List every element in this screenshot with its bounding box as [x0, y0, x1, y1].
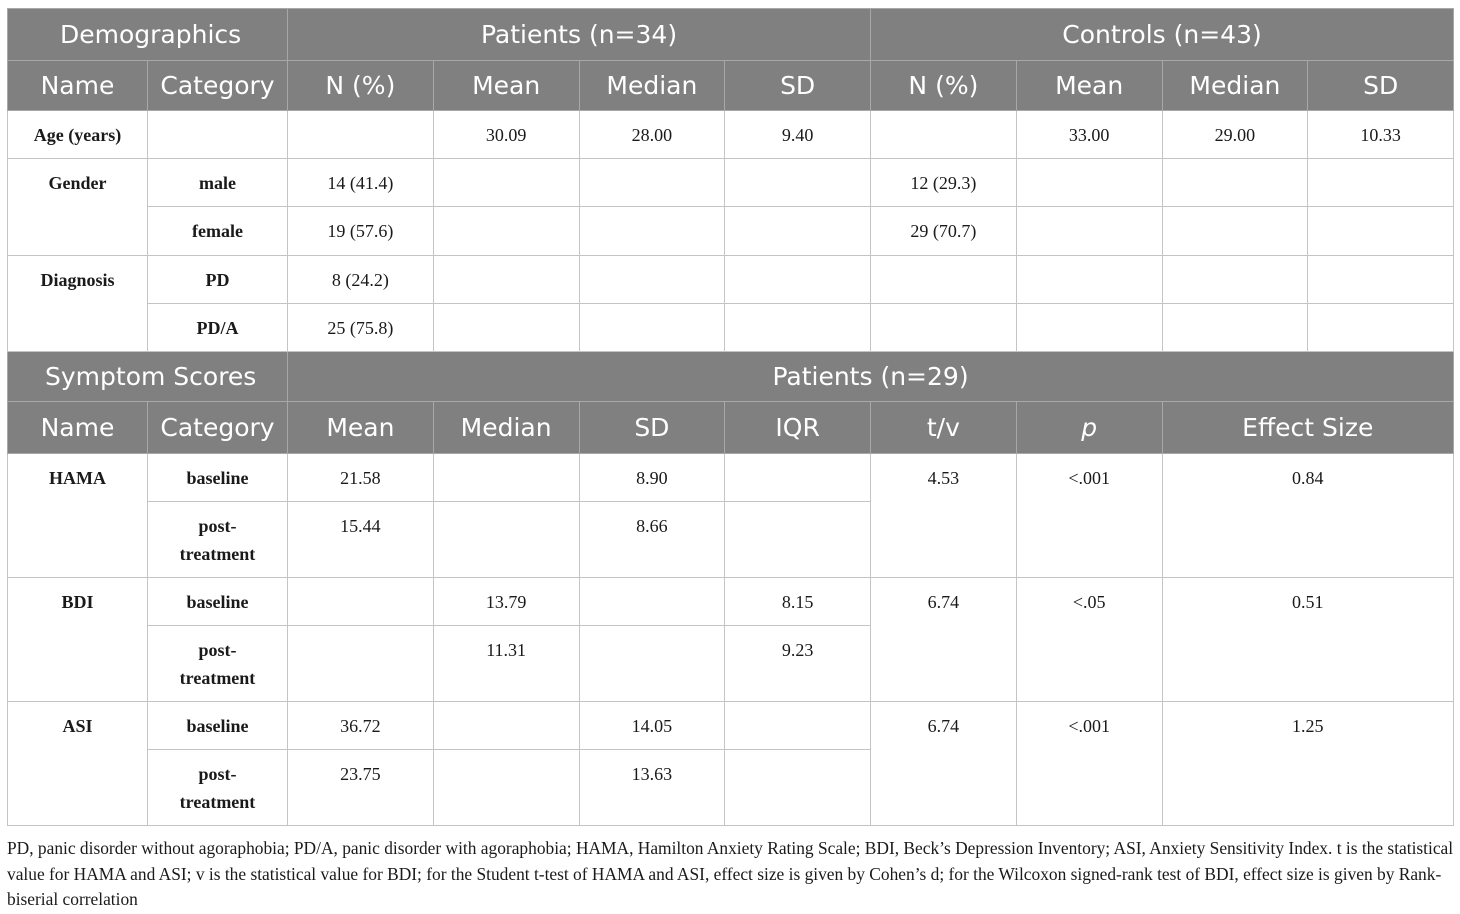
table-cell — [725, 702, 871, 750]
demographics-column-header-row — [8, 61, 1454, 111]
table-cell: 9.40 — [725, 111, 871, 159]
table-cell: 13.63 — [579, 750, 725, 826]
table-cell: 8.66 — [579, 502, 725, 578]
symptoms-section-label: Symptom Scores — [8, 352, 288, 402]
table-cell — [579, 256, 725, 304]
row-name-bdi: BDI — [8, 578, 148, 702]
row-name-asi: ASI — [8, 702, 148, 826]
table-cell — [288, 578, 434, 626]
table-cell: <.001 — [1016, 454, 1162, 578]
row-name-gender: Gender — [8, 159, 148, 256]
table-row-gender-female — [8, 207, 1454, 256]
table-cell: 15.44 — [288, 502, 434, 578]
table-cell — [725, 454, 871, 502]
table-cell — [579, 207, 725, 256]
category-baseline: baseline — [148, 454, 288, 502]
row-name-diagnosis: Diagnosis — [8, 256, 148, 352]
table-cell — [725, 502, 871, 578]
table-footnote: PD, panic disorder without agoraphobia; PD/A, panic disorder with agoraphobia; HAMA, Hamilton Anxiety Rating Scale; BDI, Beck’s Depression Inventory; ASI, Anxiety Sensitivity Index. t is the statistical value for HAMA and ASI; v is the statistical value for BDI; for the Student t-test of HAMA and ASI, effect size is given by Cohen’s d; for the Wilcoxon signed-rank test of BDI, effect size is given by Rank-biserial correlation — [7, 838, 1454, 909]
table-cell: 13.79 — [433, 578, 579, 626]
table-cell — [1162, 304, 1308, 352]
table-cell — [1308, 207, 1454, 256]
table-cell — [433, 702, 579, 750]
table-cell — [579, 304, 725, 352]
column-header: Effect Size — [1162, 402, 1454, 454]
table-cell — [725, 256, 871, 304]
column-header: N (%) — [288, 61, 434, 111]
column-header: SD — [579, 402, 725, 454]
treatment-label: treatment — [179, 792, 256, 812]
table-cell: 8 (24.2) — [288, 256, 434, 304]
column-header: Name — [8, 402, 148, 454]
results-table-container — [7, 8, 1453, 826]
column-header: Name — [8, 61, 148, 111]
table-cell: 28.00 — [579, 111, 725, 159]
table-cell — [1308, 304, 1454, 352]
table-cell: 8.90 — [579, 454, 725, 502]
table-row-diagnosis-pd — [8, 256, 1454, 304]
treatment-label: treatment — [179, 544, 256, 564]
table-cell — [288, 111, 434, 159]
demographics-group-header-row — [8, 9, 1454, 61]
category-pd: PD — [148, 256, 288, 304]
table-cell: 6.74 — [871, 578, 1017, 702]
table-cell — [433, 159, 579, 207]
table-cell: 33.00 — [1016, 111, 1162, 159]
table-cell: 10.33 — [1308, 111, 1454, 159]
column-header: p — [1016, 402, 1162, 454]
post-label: post- — [198, 640, 237, 660]
row-name-age: Age (years) — [8, 111, 148, 159]
table-cell: 6.74 — [871, 702, 1017, 826]
table-cell — [871, 111, 1017, 159]
treatment-label: treatment — [179, 668, 256, 688]
demographics-section-label: Demographics — [8, 9, 288, 61]
table-cell — [725, 750, 871, 826]
table-cell — [1016, 304, 1162, 352]
table-row-asi-baseline — [8, 702, 1454, 750]
column-header: Category — [148, 402, 288, 454]
column-header: Mean — [1016, 61, 1162, 111]
column-header: Median — [433, 402, 579, 454]
table-row-bdi-baseline — [8, 578, 1454, 626]
category-post-treatment — [148, 626, 288, 702]
column-header: Mean — [433, 61, 579, 111]
table-cell: 8.15 — [725, 578, 871, 626]
table-row-diagnosis-pda — [8, 304, 1454, 352]
column-header: SD — [725, 61, 871, 111]
symptoms-patients-group-header: Patients (n=29) — [288, 352, 1454, 402]
table-cell — [1016, 256, 1162, 304]
category-male: male — [148, 159, 288, 207]
category-pda: PD/A — [148, 304, 288, 352]
patients-group-header: Patients (n=34) — [288, 9, 871, 61]
table-cell — [433, 750, 579, 826]
table-cell: <.05 — [1016, 578, 1162, 702]
table-cell: 4.53 — [871, 454, 1017, 578]
table-cell: 21.58 — [288, 454, 434, 502]
table-cell — [1016, 207, 1162, 256]
table-cell — [1162, 256, 1308, 304]
table-cell: 9.23 — [725, 626, 871, 702]
table-cell — [725, 304, 871, 352]
table-cell: 14.05 — [579, 702, 725, 750]
symptoms-group-header-row — [8, 352, 1454, 402]
table-cell — [1308, 159, 1454, 207]
table-cell: <.001 — [1016, 702, 1162, 826]
table-cell: 25 (75.8) — [288, 304, 434, 352]
table-cell — [1162, 159, 1308, 207]
table-cell: 0.51 — [1162, 578, 1454, 702]
column-header: Mean — [288, 402, 434, 454]
demographics-symptom-table — [7, 8, 1454, 826]
table-cell: 14 (41.4) — [288, 159, 434, 207]
table-row-age — [8, 111, 1454, 159]
table-cell — [1016, 159, 1162, 207]
category-post-treatment — [148, 750, 288, 826]
table-cell — [871, 304, 1017, 352]
table-cell — [579, 159, 725, 207]
table-cell: 23.75 — [288, 750, 434, 826]
table-cell — [433, 256, 579, 304]
category-female: female — [148, 207, 288, 256]
table-cell — [148, 111, 288, 159]
table-cell: 29 (70.7) — [871, 207, 1017, 256]
category-baseline: baseline — [148, 578, 288, 626]
table-row-gender-male — [8, 159, 1454, 207]
column-header: Median — [579, 61, 725, 111]
table-cell: 29.00 — [1162, 111, 1308, 159]
column-header: t/v — [871, 402, 1017, 454]
table-cell: 19 (57.6) — [288, 207, 434, 256]
table-cell — [433, 207, 579, 256]
symptoms-column-header-row — [8, 402, 1454, 454]
table-row-hama-baseline — [8, 454, 1454, 502]
table-cell — [579, 626, 725, 702]
post-label: post- — [198, 516, 237, 536]
column-header: N (%) — [871, 61, 1017, 111]
column-header: Median — [1162, 61, 1308, 111]
table-cell: 11.31 — [433, 626, 579, 702]
table-cell — [433, 304, 579, 352]
table-cell — [725, 207, 871, 256]
table-cell — [579, 578, 725, 626]
table-cell: 12 (29.3) — [871, 159, 1017, 207]
column-header: Category — [148, 61, 288, 111]
table-cell — [433, 454, 579, 502]
table-cell — [871, 256, 1017, 304]
table-cell: 1.25 — [1162, 702, 1454, 826]
category-post-treatment — [148, 502, 288, 578]
table-cell: 30.09 — [433, 111, 579, 159]
column-header: SD — [1308, 61, 1454, 111]
table-cell — [725, 159, 871, 207]
table-cell — [1308, 256, 1454, 304]
table-cell: 36.72 — [288, 702, 434, 750]
table-cell — [288, 626, 434, 702]
table-cell — [1162, 207, 1308, 256]
table-cell — [433, 502, 579, 578]
category-baseline: baseline — [148, 702, 288, 750]
row-name-hama: HAMA — [8, 454, 148, 578]
controls-group-header: Controls (n=43) — [871, 9, 1454, 61]
post-label: post- — [198, 764, 237, 784]
column-header: IQR — [725, 402, 871, 454]
table-cell: 0.84 — [1162, 454, 1454, 578]
